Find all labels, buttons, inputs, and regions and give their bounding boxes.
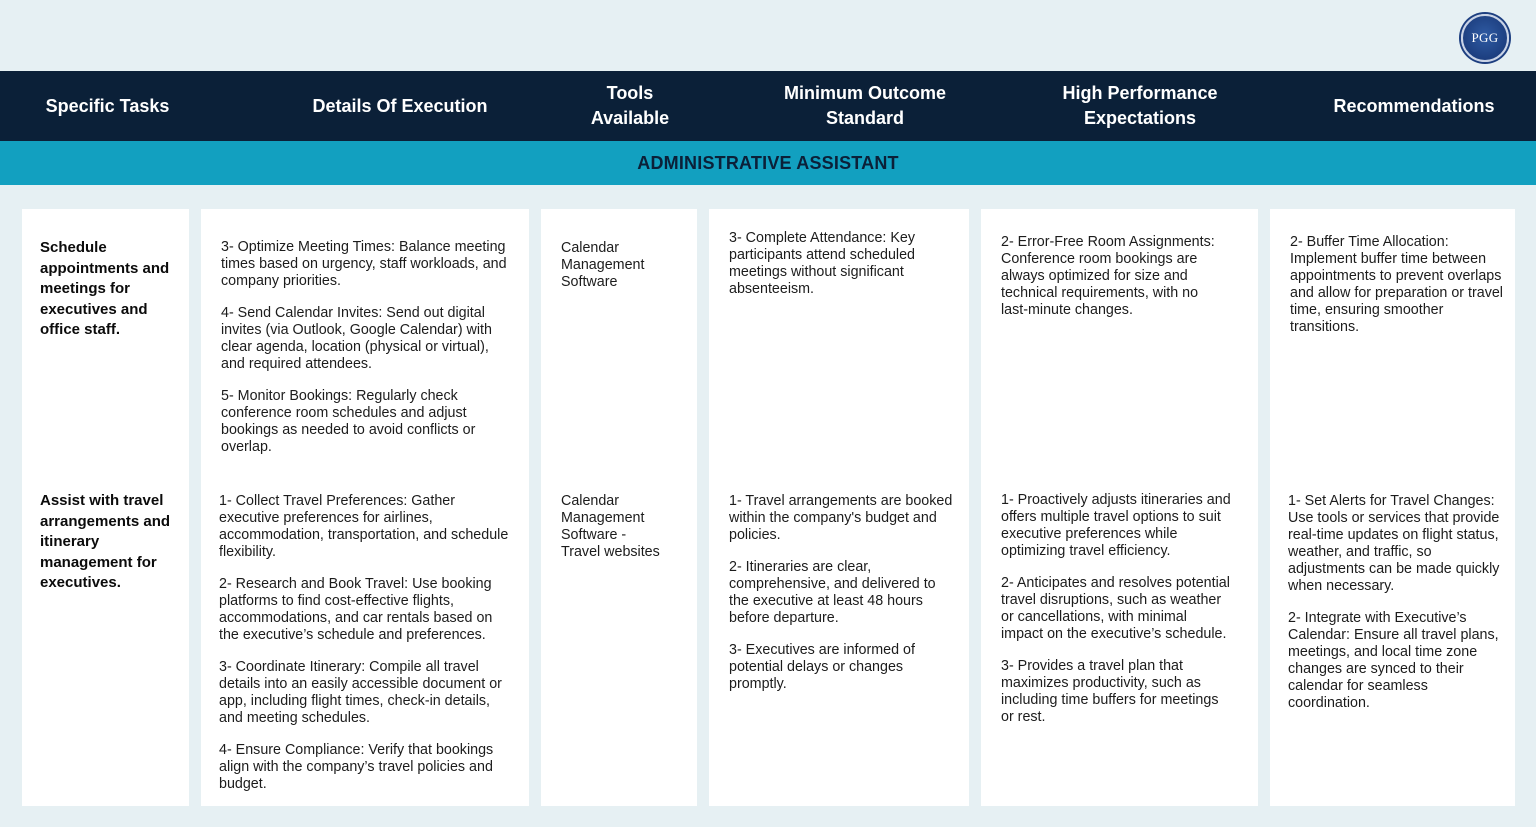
row-2-details [219, 493, 511, 793]
row-1-minimum [729, 230, 951, 298]
row-1-detail-item: 4- Send Calendar Invites: Send out digital invites (via Outlook, Google Calendar) with clear agenda, location (physical or virtual), and required attendees. [221, 305, 492, 372]
row-2-tools [561, 493, 666, 561]
row-1-tool-item: Calendar Management Software [561, 240, 645, 290]
row-1-details [221, 239, 511, 456]
header-details-of-execution: Details Of Execution [312, 95, 488, 116]
header-tools-available: Tools Available [590, 83, 670, 128]
row-1-high-item: 2- Error-Free Room Assignments: Conference room bookings are always optimized for size and technical requirements, with no last-minute changes. [1001, 234, 1215, 318]
row-2-recommendations [1288, 493, 1506, 712]
row-1-recommendations [1290, 234, 1505, 336]
row-1-minimum-item: 3- Complete Attendance: Key participants attend scheduled meetings without significant absenteeism. [729, 230, 915, 297]
row-1-detail-item: 5- Monitor Bookings: Regularly check conference room schedules and adjust bookings as needed to avoid conflicts or overlap. [221, 388, 476, 455]
row-2-high-item: 2- Anticipates and resolves potential travel disruptions, such as weather or cancellations, with minimal impact on the executive’s schedule. [1001, 575, 1230, 642]
row-2-detail-item: 1- Collect Travel Preferences: Gather executive preferences for airlines, accommodation, transportation, and schedule flexibility. [219, 493, 509, 560]
pgg-logo [1461, 14, 1509, 62]
row-1-high [1001, 234, 1226, 319]
row-2-minimum-item: 1- Travel arrangements are booked within the company's budget and policies. [729, 493, 953, 543]
row-2-minimum-item: 3- Executives are informed of potential delays or changes promptly. [729, 642, 915, 692]
row-2-detail-item: 4- Ensure Compliance: Verify that bookings align with the company’s travel policies and budget. [219, 742, 494, 792]
row-2-high-item: 1- Proactively adjusts itineraries and offers multiple travel options to suit executive preferences while optimizing travel efficiency. [1001, 492, 1231, 559]
row-1-recommendation-item: 2- Buffer Time Allocation: Implement buffer time between appointments to prevent overlaps and allow for preparation or travel time, ensuring smoother transitions. [1290, 234, 1503, 335]
header-specific-tasks: Specific Tasks [45, 95, 170, 116]
row-2-high-item: 3- Provides a travel plan that maximizes productivity, such as including time buffers for meetings or rest. [1001, 658, 1219, 725]
row-2-minimum-item: 2- Itineraries are clear, comprehensive, and delivered to the executive at least 48 hours before departure. [729, 559, 936, 626]
row-2-recommendation-item: 2- Integrate with Executive’s Calendar: Ensure all travel plans, meetings, and local time zone changes are synced to their calendar for seamless coordination. [1288, 610, 1499, 711]
header-recommendations: Recommendations [1333, 95, 1495, 116]
row-2-detail-item: 2- Research and Book Travel: Use booking platforms to find cost-effective flights, accommodations, and car rentals based on the executive’s schedule and preferences. [219, 576, 493, 643]
row-1-detail-item: 3- Optimize Meeting Times: Balance meeting times based on urgency, staff workloads, and company priorities. [221, 239, 507, 289]
logo-text: PGG [1471, 30, 1499, 45]
header-high-performance-expectations: High Performance Expectations [1062, 83, 1218, 128]
table-header [0, 71, 1536, 141]
section-band [0, 141, 1536, 185]
row-2-minimum [729, 493, 954, 693]
row-2-recommendation-item: 1- Set Alerts for Travel Changes: Use tools or services that provide real-time updates on flight status, weather, and traffic, so adjustments can be made quickly when necessary. [1288, 493, 1500, 594]
section-title: ADMINISTRATIVE ASSISTANT [637, 152, 899, 173]
row-2-detail-item: 3- Coordinate Itinerary: Compile all travel details into an easily accessible document or app, including flight times, check-in details, and meeting schedules. [219, 659, 502, 726]
row-1-tools [561, 240, 666, 291]
row-2-high [1001, 492, 1231, 726]
row-1-task: Schedule appointments and meetings for executives and office staff. [40, 239, 170, 338]
header-minimum-outcome-standard: Minimum Outcome Standard [783, 83, 946, 128]
row-2-task: Assist with travel arrangements and itinerary management for executives. [40, 492, 171, 591]
row-2-tool-item: Calendar Management Software - Travel websites [561, 493, 660, 560]
